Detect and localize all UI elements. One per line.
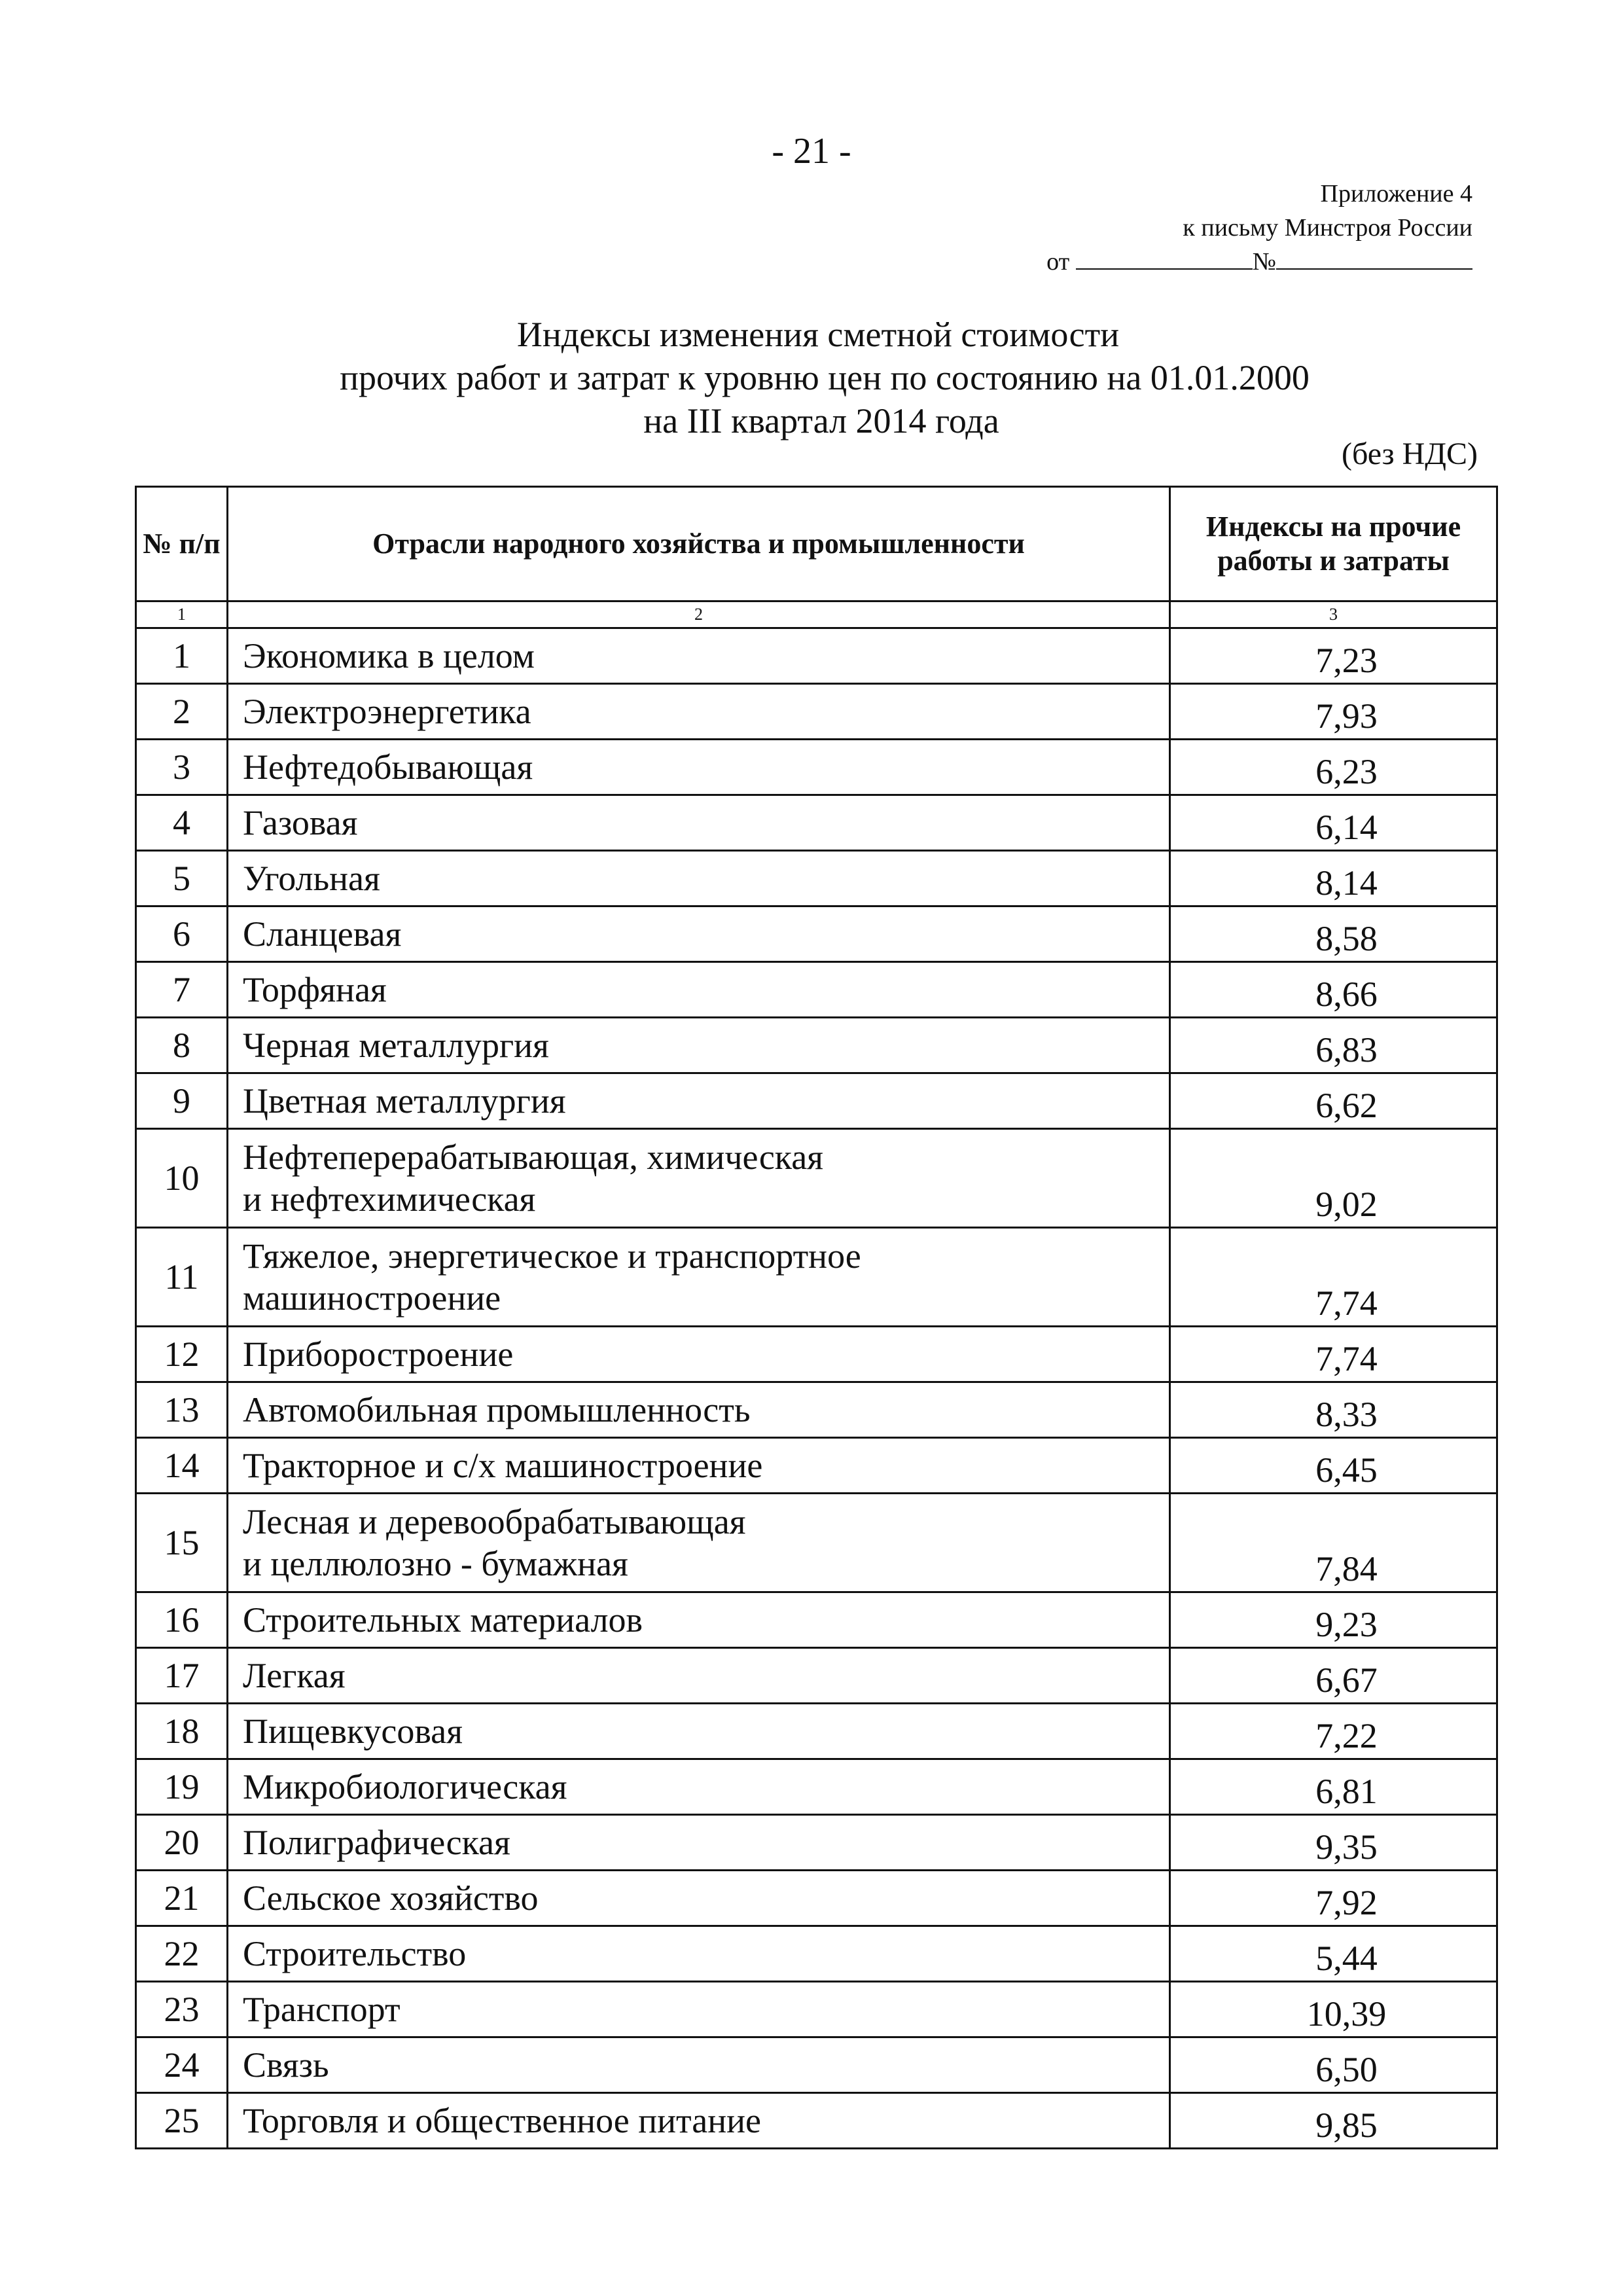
table-row bbox=[136, 1327, 1497, 1382]
industry-name-cell bbox=[228, 628, 1170, 684]
row-number: 6 bbox=[136, 906, 228, 962]
table-body bbox=[136, 628, 1497, 2149]
index-value-cell bbox=[1170, 1926, 1497, 1982]
index-value-cell bbox=[1170, 628, 1497, 684]
table-row bbox=[136, 1759, 1497, 1815]
row-number: 21 bbox=[136, 1871, 228, 1926]
index-value: 6,50 bbox=[1315, 2050, 1378, 2089]
row-number: 5 bbox=[136, 851, 228, 906]
index-value: 7,74 bbox=[1315, 1339, 1378, 1378]
row-number: 23 bbox=[136, 1982, 228, 2037]
header-num: № п/п bbox=[136, 487, 228, 601]
page-number: - 21 - bbox=[772, 131, 851, 171]
industry-name-cell bbox=[228, 1018, 1170, 1073]
index-value-cell bbox=[1170, 1382, 1497, 1438]
industry-name: Черная металлургия bbox=[243, 1026, 549, 1065]
indices-table bbox=[135, 486, 1498, 2149]
table-row bbox=[136, 962, 1497, 1018]
appendix-number-label: № bbox=[1252, 248, 1276, 276]
industry-name: Легкая bbox=[243, 1656, 346, 1695]
table-row bbox=[136, 1926, 1497, 1982]
industry-name-cell bbox=[228, 962, 1170, 1018]
industry-name-cell bbox=[228, 795, 1170, 851]
industry-name: Связь bbox=[243, 2045, 329, 2085]
appendix-block bbox=[1046, 177, 1472, 279]
index-value: 7,84 bbox=[1315, 1549, 1378, 1588]
table-row bbox=[136, 906, 1497, 962]
row-number: 7 bbox=[136, 962, 228, 1018]
industry-name-cell bbox=[228, 684, 1170, 740]
industry-name: Строительство bbox=[243, 1934, 467, 1973]
column-number: 1 bbox=[136, 601, 228, 628]
industry-name-cell bbox=[228, 1438, 1170, 1494]
row-number: 18 bbox=[136, 1704, 228, 1759]
industry-name-cell bbox=[228, 740, 1170, 795]
index-value-cell bbox=[1170, 2093, 1497, 2149]
table-row bbox=[136, 1129, 1497, 1228]
header-index: Индексы на прочие работы и затраты bbox=[1170, 487, 1497, 601]
index-value: 6,67 bbox=[1315, 1660, 1378, 1700]
industry-name-cell bbox=[228, 1327, 1170, 1382]
row-number: 20 bbox=[136, 1815, 228, 1871]
industry-name: Торговля и общественное питание bbox=[243, 2101, 761, 2140]
index-value: 7,23 bbox=[1315, 641, 1378, 680]
row-number: 13 bbox=[136, 1382, 228, 1438]
industry-name: Цветная металлургия bbox=[243, 1081, 566, 1121]
row-number: 1 bbox=[136, 628, 228, 684]
industry-name-cell bbox=[228, 2037, 1170, 2093]
index-value-cell bbox=[1170, 1073, 1497, 1129]
row-number: 10 bbox=[136, 1129, 228, 1228]
industry-name: Полиграфическая bbox=[243, 1823, 510, 1862]
row-number: 2 bbox=[136, 684, 228, 740]
vat-note: (без НДС) bbox=[1341, 437, 1478, 471]
row-number: 15 bbox=[136, 1494, 228, 1592]
index-value-cell bbox=[1170, 795, 1497, 851]
industry-name: Электроэнергетика bbox=[243, 692, 531, 731]
industry-name: Экономика в целом bbox=[243, 636, 535, 675]
table-row bbox=[136, 2037, 1497, 2093]
row-number: 17 bbox=[136, 1648, 228, 1704]
industry-name-cell bbox=[228, 1494, 1170, 1592]
industry-name-cell bbox=[228, 1228, 1170, 1327]
index-value-cell bbox=[1170, 851, 1497, 906]
industry-name-cell bbox=[228, 1815, 1170, 1871]
table-row bbox=[136, 628, 1497, 684]
table-row bbox=[136, 1704, 1497, 1759]
index-value: 9,02 bbox=[1315, 1185, 1378, 1224]
index-value: 6,81 bbox=[1315, 1772, 1378, 1811]
row-number: 3 bbox=[136, 740, 228, 795]
title-line-2: прочих работ и затрат к уровню цен по состоянию на 01.01.2000 bbox=[340, 358, 1310, 397]
table-row bbox=[136, 2093, 1497, 2149]
table-row bbox=[136, 1982, 1497, 2037]
row-number: 9 bbox=[136, 1073, 228, 1129]
table-row bbox=[136, 1494, 1497, 1592]
index-value: 6,23 bbox=[1315, 752, 1378, 791]
industry-name: Тяжелое, энергетическое и транспортное машиностроение bbox=[243, 1236, 861, 1318]
industry-name: Приборостроение bbox=[243, 1335, 514, 1374]
row-number: 16 bbox=[136, 1592, 228, 1648]
industry-name-cell bbox=[228, 1129, 1170, 1228]
column-number: 3 bbox=[1170, 601, 1497, 628]
index-value-cell bbox=[1170, 1228, 1497, 1327]
header-industry: Отрасли народного хозяйства и промышленности bbox=[228, 487, 1170, 601]
row-number: 19 bbox=[136, 1759, 228, 1815]
industry-name: Микробиологическая bbox=[243, 1767, 567, 1806]
index-value: 5,44 bbox=[1315, 1939, 1378, 1978]
appendix-subtitle: к письму Минстроя России bbox=[1183, 214, 1472, 242]
industry-name: Пищевкусовая bbox=[243, 1712, 463, 1751]
index-value: 6,83 bbox=[1315, 1030, 1378, 1069]
document-title bbox=[0, 313, 1623, 442]
industry-name-cell bbox=[228, 1982, 1170, 2037]
industry-name: Нефтеперерабатывающая, химическая и нефтехимическая bbox=[243, 1138, 824, 1219]
index-value-cell bbox=[1170, 1815, 1497, 1871]
industry-name-cell bbox=[228, 2093, 1170, 2149]
index-value-cell bbox=[1170, 906, 1497, 962]
index-value: 8,33 bbox=[1315, 1395, 1378, 1434]
industry-name: Нефтедобывающая bbox=[243, 747, 533, 787]
table-row bbox=[136, 1073, 1497, 1129]
industry-name: Транспорт bbox=[243, 1990, 401, 2029]
row-number: 25 bbox=[136, 2093, 228, 2149]
table-row bbox=[136, 1815, 1497, 1871]
table-row bbox=[136, 851, 1497, 906]
index-value: 7,74 bbox=[1315, 1283, 1378, 1323]
industry-name: Угольная bbox=[243, 859, 380, 898]
industry-name: Газовая bbox=[243, 803, 358, 842]
index-value: 9,85 bbox=[1315, 2106, 1378, 2145]
index-value-cell bbox=[1170, 684, 1497, 740]
table-row bbox=[136, 1228, 1497, 1327]
index-value: 7,93 bbox=[1315, 696, 1378, 736]
index-value: 9,23 bbox=[1315, 1605, 1378, 1644]
index-value-cell bbox=[1170, 1129, 1497, 1228]
index-value-cell bbox=[1170, 1871, 1497, 1926]
table-row bbox=[136, 1018, 1497, 1073]
index-value: 8,66 bbox=[1315, 975, 1378, 1014]
table-row bbox=[136, 740, 1497, 795]
index-value: 7,22 bbox=[1315, 1716, 1378, 1755]
number-blank-line bbox=[1276, 246, 1472, 270]
table-row bbox=[136, 1648, 1497, 1704]
industry-name-cell bbox=[228, 1871, 1170, 1926]
index-value-cell bbox=[1170, 2037, 1497, 2093]
row-number: 14 bbox=[136, 1438, 228, 1494]
table-row bbox=[136, 1871, 1497, 1926]
index-value-cell bbox=[1170, 1648, 1497, 1704]
industry-name-cell bbox=[228, 1759, 1170, 1815]
index-value: 6,62 bbox=[1315, 1086, 1378, 1125]
table-row bbox=[136, 1382, 1497, 1438]
index-value: 6,45 bbox=[1315, 1450, 1378, 1490]
table-row bbox=[136, 1438, 1497, 1494]
title-line-1: Индексы изменения сметной стоимости bbox=[516, 315, 1120, 354]
date-blank-line bbox=[1076, 246, 1253, 270]
industry-name: Лесная и деревообрабатывающая и целлюлозно - бумажная bbox=[243, 1502, 746, 1583]
industry-name: Торфяная bbox=[243, 970, 387, 1009]
index-value-cell bbox=[1170, 1592, 1497, 1648]
industry-name-cell bbox=[228, 1704, 1170, 1759]
row-number: 12 bbox=[136, 1327, 228, 1382]
table-row bbox=[136, 684, 1497, 740]
industry-name: Сланцевая bbox=[243, 914, 402, 954]
index-value: 8,58 bbox=[1315, 919, 1378, 958]
index-value-cell bbox=[1170, 962, 1497, 1018]
row-number: 8 bbox=[136, 1018, 228, 1073]
index-value-cell bbox=[1170, 1982, 1497, 2037]
industry-name-cell bbox=[228, 1073, 1170, 1129]
index-value-cell bbox=[1170, 1327, 1497, 1382]
index-value: 6,14 bbox=[1315, 808, 1378, 847]
industry-name-cell bbox=[228, 1592, 1170, 1648]
appendix-from-label: от bbox=[1046, 248, 1070, 276]
appendix-reference bbox=[1046, 245, 1472, 279]
industry-name-cell bbox=[228, 1926, 1170, 1982]
industry-name: Сельское хозяйство bbox=[243, 1878, 539, 1918]
index-value-cell bbox=[1170, 1704, 1497, 1759]
column-number-row bbox=[136, 601, 1497, 628]
industry-name-cell bbox=[228, 906, 1170, 962]
index-value: 8,14 bbox=[1315, 863, 1378, 903]
index-value: 10,39 bbox=[1306, 1994, 1387, 2034]
row-number: 11 bbox=[136, 1228, 228, 1327]
index-value-cell bbox=[1170, 1438, 1497, 1494]
industry-name: Строительных материалов bbox=[243, 1600, 643, 1640]
industry-name: Тракторное и с/х машиностроение bbox=[243, 1446, 763, 1485]
row-number: 4 bbox=[136, 795, 228, 851]
row-number: 22 bbox=[136, 1926, 228, 1982]
title-line-3: на III квартал 2014 года bbox=[643, 401, 999, 440]
column-number: 2 bbox=[228, 601, 1170, 628]
index-value-cell bbox=[1170, 1018, 1497, 1073]
index-value-cell bbox=[1170, 1759, 1497, 1815]
row-number: 24 bbox=[136, 2037, 228, 2093]
index-value-cell bbox=[1170, 1494, 1497, 1592]
industry-name: Автомобильная промышленность bbox=[243, 1390, 751, 1429]
appendix-title: Приложение 4 bbox=[1320, 180, 1472, 207]
industry-name-cell bbox=[228, 1648, 1170, 1704]
table-header-row bbox=[136, 487, 1497, 601]
table-row bbox=[136, 795, 1497, 851]
industry-name-cell bbox=[228, 851, 1170, 906]
industry-name-cell bbox=[228, 1382, 1170, 1438]
table-row bbox=[136, 1592, 1497, 1648]
index-value: 9,35 bbox=[1315, 1827, 1378, 1867]
index-value: 7,92 bbox=[1315, 1883, 1378, 1922]
index-value-cell bbox=[1170, 740, 1497, 795]
